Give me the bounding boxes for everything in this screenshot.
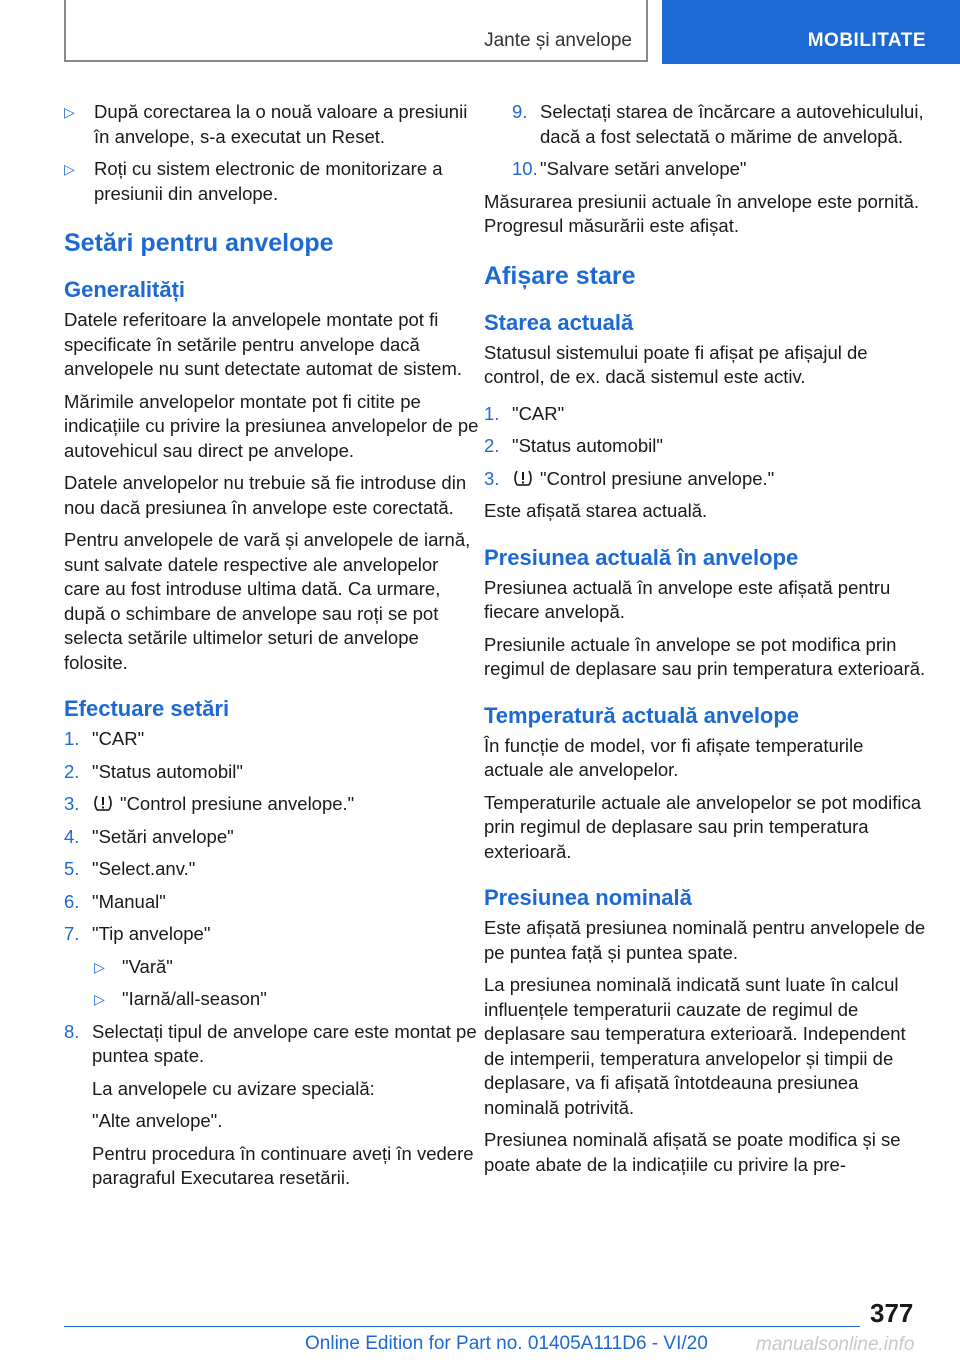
bullet-text: După corectarea la o nouă valoare a presiunii în anvelope, s-a executat un Reset. — [94, 101, 468, 147]
sub-bullet-item: ▷ "Vară" — [64, 955, 479, 980]
paragraph: Pentru anvelopele de vară și anvelopele de iarnă, sunt salvate datele respective ale anvelopelor care au fost introduse ultima dată. Ca urmare, după o schimbare de anvelope sau roți se pot selecta setările ultimelor seturi de anvelope folosite. — [64, 529, 471, 673]
step-item: 5. "Select.anv." — [64, 858, 196, 879]
tire-pressure-warning-icon — [92, 793, 114, 813]
paragraph: La presiunea nominală indicată sunt luate în calcul influențele temperaturii cauzate de regimul de deplasare sau temperatura exterioară. Independent de intemperii, temperatura anvelopelor și timpii de deplasare, va fi afișată întotdeauna presiunea nominală potrivită. — [484, 974, 906, 1118]
bullet-item — [64, 157, 479, 206]
heading-general: Generalități — [64, 277, 186, 302]
paragraph: În funcție de model, vor fi afișate temperaturile actuale ale anvelopelor. — [484, 734, 864, 780]
status-steps-list — [484, 402, 927, 492]
heading-current-pressure: Presiunea actuală în anvelope — [484, 544, 799, 570]
heading-perform-settings: Efectuare setări — [64, 696, 230, 721]
step-item: 1. "CAR" — [484, 402, 565, 424]
paragraph: Este afișată presiunea nominală pentru anvelopele de pe puntea față și puntea spate. — [484, 917, 926, 963]
triangle-bullet-icon: ▷ — [94, 991, 105, 1007]
bullet-text: Roți cu sistem electronic de monitorizare a presiunii din anvelope. — [94, 158, 443, 204]
heading-current-temperature: Temperatură actuală anvelope — [484, 702, 800, 728]
paragraph: Presiunile actuale în anvelope se pot modifica prin regimul de deplasare sau prin temperatura exterioară. — [484, 633, 926, 679]
triangle-bullet-icon: ▷ — [64, 161, 75, 177]
left-column — [64, 100, 479, 1199]
step-item: 1. "CAR" — [64, 728, 145, 749]
settings-steps-list-end — [512, 100, 927, 182]
section-title: Jante și anvelope — [484, 30, 632, 51]
step-item: 3. "Control presiune anvelope." — [64, 793, 355, 814]
settings-steps-list — [64, 727, 479, 947]
step-item: 6. "Manual" — [64, 890, 166, 912]
step-item: 8. Selectați tipul de anvelope care este montat pe puntea spate. La anvelopele cu avizare specială: "Alte anvelope". Pentru procedura în continuare aveți în vedere paragraful Executarea resetării. — [64, 1020, 479, 1191]
step-item: 4. "Setări anvelope" — [64, 825, 234, 847]
paragraph: Presiunea actuală în anvelope este afișată pentru fiecare anvelopă. — [484, 576, 891, 622]
heading-tire-settings: Setări pentru anvelope — [64, 229, 334, 257]
step-item: 2. "Status automobil" — [484, 435, 663, 456]
footer-divider — [64, 1326, 860, 1327]
step-note: Pentru procedura în continuare aveți în vedere paragraful Executarea resetării. — [92, 1142, 474, 1188]
paragraph: Este afișată starea actuală. — [484, 500, 708, 521]
footer-edition: Online Edition for Part no. 01405A111D6 - VI/20 — [305, 1333, 708, 1354]
header-section-tab — [64, 0, 648, 62]
paragraph: Datele anvelopelor nu trebuie să fie introduse din nou dacă presiunea în anvelope este corectată. — [64, 472, 467, 518]
paragraph: Statusul sistemului poate fi afișat pe afișajul de control, de ex. dacă sistemul este activ. — [484, 341, 868, 387]
heading-nominal-pressure: Presiunea nominală — [484, 885, 692, 910]
step-item: 3. "Control presiune anvelope." — [484, 467, 775, 489]
paragraph: Presiunea nominală afișată se poate modifica și se poate abate de la indicațiile cu privire la pre- — [484, 1129, 901, 1175]
tire-pressure-warning-icon — [512, 468, 534, 488]
step-item: 10. "Salvare setări anvelope" — [512, 158, 747, 179]
heading-current-status: Starea actuală — [484, 309, 634, 335]
page-number: 377 — [870, 1298, 914, 1328]
header-chapter-tab — [662, 0, 960, 64]
sub-bullet-item: ▷ "Iarnă/all-season" — [64, 987, 479, 1012]
heading-status-display: Afișare stare — [484, 261, 636, 290]
right-column — [484, 100, 927, 1185]
step-item: 7. "Tip anvelope" — [64, 923, 211, 944]
bullet-item — [64, 100, 479, 149]
chapter-title: MOBILITATE — [807, 30, 926, 51]
paragraph: Măsurarea presiunii actuale în anvelope este pornită. Progresul măsurării este afișat. — [484, 190, 920, 236]
step-item: 9. Selectați starea de încărcare a autovehiculului, dacă a fost selectată o mărime de anvelopă. — [512, 101, 924, 147]
paragraph: Mărimile anvelopelor montate pot fi citite pe indicațiile cu privire la presiunea anvelopelor de pe autovehicul sau direct pe anvelope. — [64, 390, 479, 461]
step-note: La anvelopele cu avizare specială: — [92, 1077, 375, 1099]
step-item: 2. "Status automobil" — [64, 760, 243, 782]
step-note: "Alte anvelope". — [92, 1110, 223, 1131]
paragraph: Temperaturile actuale ale anvelopelor se pot modifica prin regimul de deplasare sau prin temperatura exterioară. — [484, 791, 922, 862]
watermark: manualsonline.info — [756, 1334, 915, 1355]
triangle-bullet-icon: ▷ — [64, 104, 75, 120]
paragraph: Datele referitoare la anvelopele montate pot fi specificate în setările pentru anvelope dacă anvelopele nu sunt detectate automat de sistem. — [64, 309, 463, 379]
triangle-bullet-icon: ▷ — [94, 958, 105, 975]
settings-steps-list-cont — [64, 1020, 479, 1191]
